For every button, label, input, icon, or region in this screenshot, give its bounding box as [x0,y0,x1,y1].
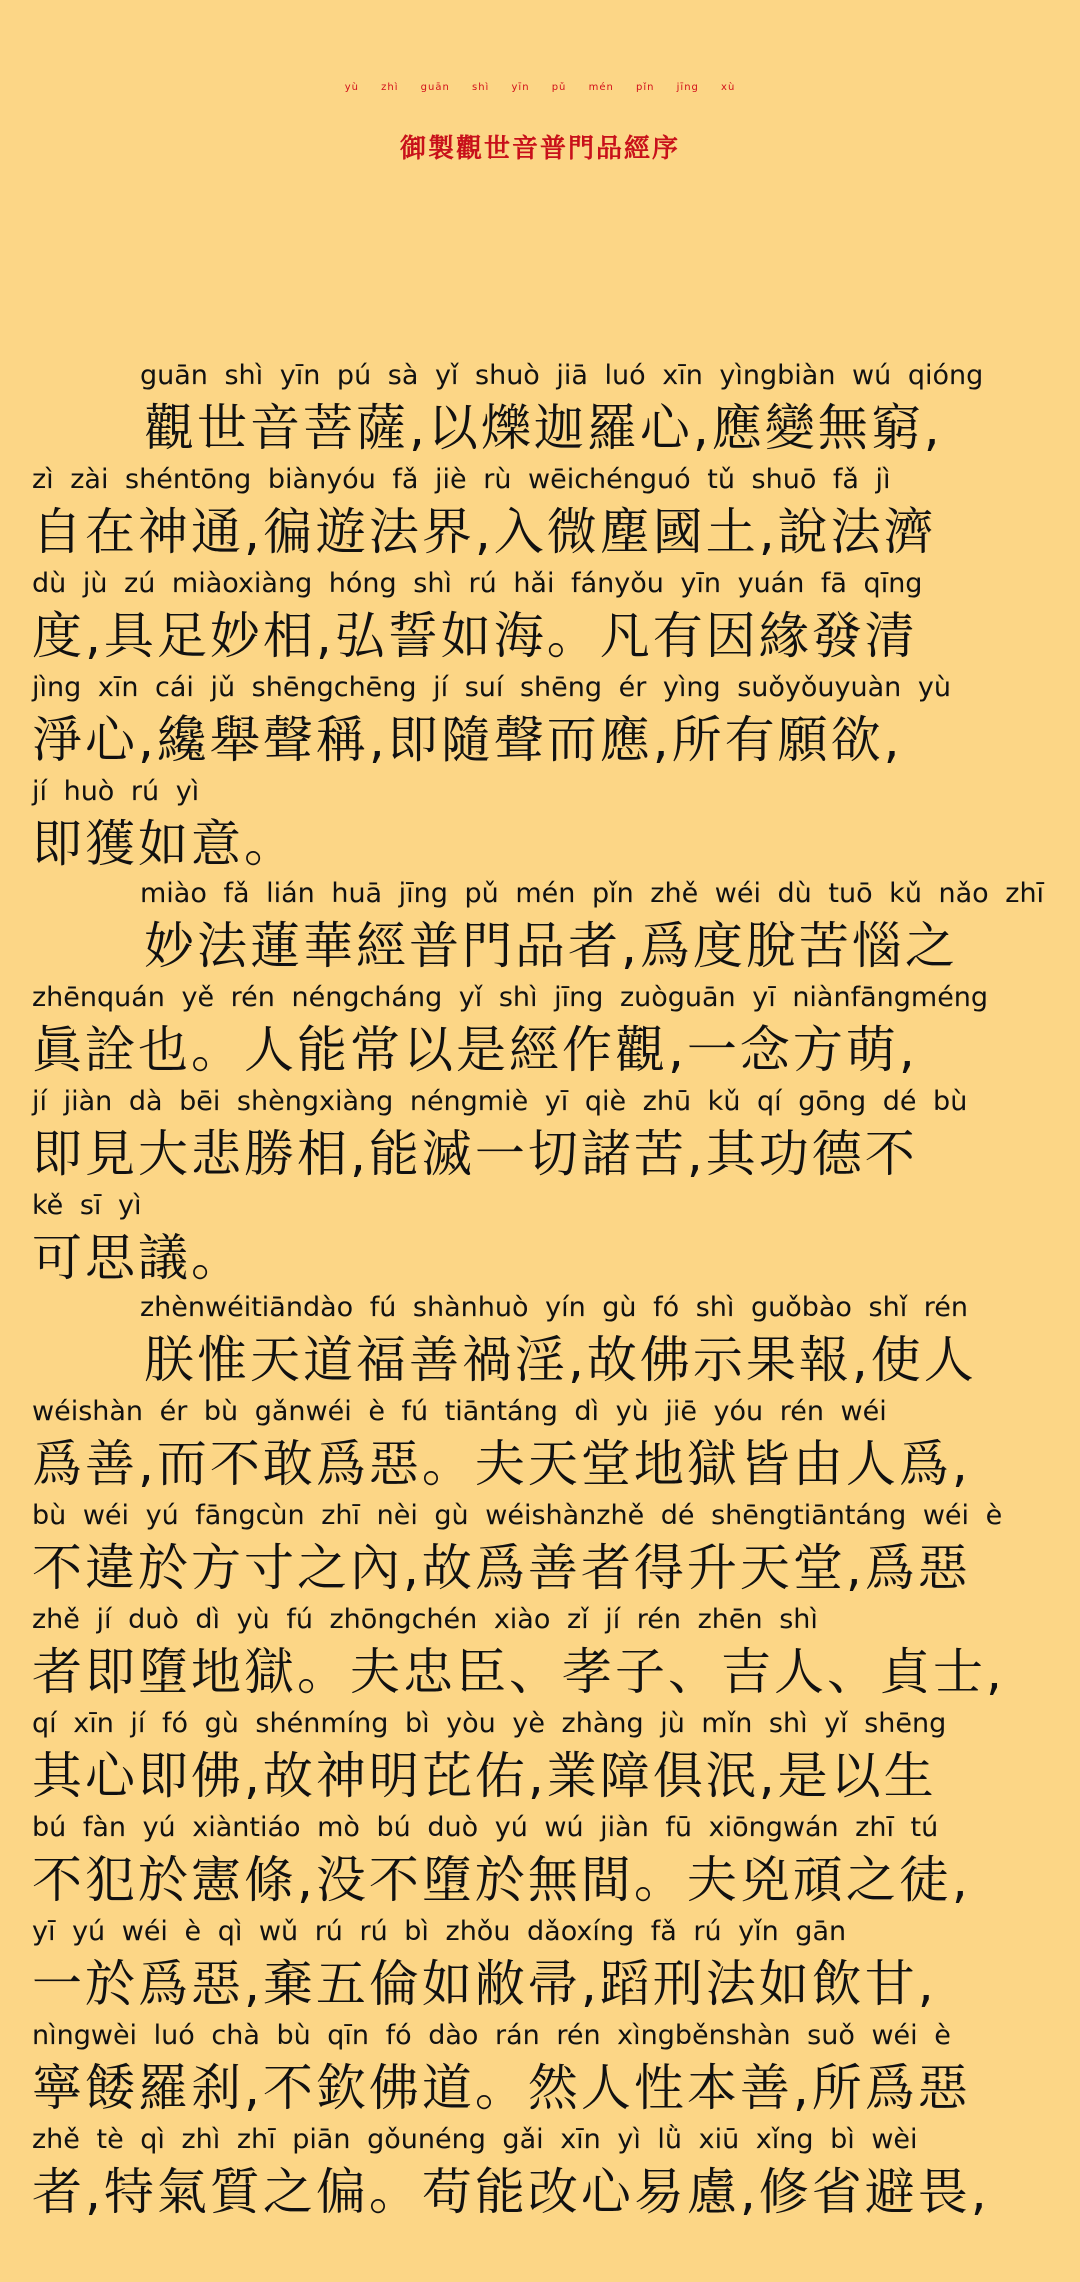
text-line [32,1704,1062,1808]
text-line [32,1288,1062,1392]
hanzi-line: 者即墮地獄。夫忠臣、孝子、吉人、貞士, [32,1643,1005,1701]
pinyin-line: miào fǎ lián huā jīng pǔ mén pǐn zhě wéi dù tuō kǔ nǎo zhī [140,878,1045,909]
pinyin-line: kě sī yì [32,1190,142,1221]
pinyin-line: jìng xīn cái jǔ shēngchēng jí suí shēng ér yìng suǒyǒuyuàn yù [32,672,951,703]
text-line [32,460,1062,564]
pinyin-line: zhēnquán yě rén néngcháng yǐ shì jīng zuòguān yī niànfāngméng [32,982,989,1013]
text-line [32,668,1062,772]
text-line [32,772,1062,876]
hanzi-line: 自在神通,徧遊法界,入微塵國土,說法濟 [32,503,937,561]
pinyin-line: wéishàn ér bù gǎnwéi è fú tiāntáng dì yù jiē yóu rén wéi [32,1396,887,1427]
hanzi-line: 妙法蓮華經普門品者,爲度脫苦惱之 [144,917,958,975]
text-line [32,978,1062,1082]
pinyin-line: guān shì yīn pú sà yǐ shuò jiā luó xīn yìngbiàn wú qióng [140,360,984,391]
pinyin-line: nìngwèi luó chà bù qīn fó dào rán rén xìngběnshàn suǒ wéi è [32,2020,951,2051]
title-pinyin: yù zhì guān shì yīn pǔ mén pǐn jīng xù [344,82,736,93]
hanzi-line: 不違於方寸之內,故爲善者得升天堂,爲惡 [32,1539,971,1597]
text-line [32,874,1062,978]
text-line [32,1082,1062,1186]
pinyin-line: bú fàn yú xiàntiáo mò bú duò yú wú jiàn fū xiōngwán zhī tú [32,1812,939,1843]
hanzi-line: 者,特氣質之偏。苟能改心易慮,修省避畏, [32,2163,990,2221]
hanzi-line: 度,具足妙相,弘誓如海。凡有因緣發清 [32,607,918,665]
hanzi-line: 淨心,纔舉聲稱,即隨聲而應,所有願欲, [32,711,903,769]
text-line [32,356,1062,460]
pinyin-line: dù jù zú miàoxiàng hóng shì rú hǎi fányǒu yīn yuán fā qīng [32,568,923,599]
pinyin-line: zhě tè qì zhì zhī piān gǒunéng gǎi xīn yì lǜ xiū xǐng bì wèi [32,2124,918,2155]
text-line [32,1600,1062,1704]
hanzi-line: 眞詮也。人能常以是經作觀,一念方萌, [32,1021,918,1079]
text-line [32,1186,1062,1290]
hanzi-line: 可思議。 [32,1229,244,1287]
pinyin-line: qí xīn jí fó gù shénmíng bì yòu yè zhàng jù mǐn shì yǐ shēng [32,1708,947,1739]
pinyin-line: zhě jí duò dì yù fú zhōngchén xiào zǐ jí rén zhēn shì [32,1604,818,1635]
pinyin-line: jí huò rú yì [32,776,200,807]
hanzi-line: 寧餧羅刹,不欽佛道。然人性本善,所爲惡 [32,2059,971,2117]
pinyin-line: bù wéi yú fāngcùn zhī nèi gù wéishànzhě dé shēngtiāntáng wéi è [32,1500,1003,1531]
hanzi-line: 不犯於憲條,没不墮於無間。夫兇頑之徒, [32,1851,971,1909]
hanzi-line: 其心即佛,故神明芘佑,業障俱泯,是以生 [32,1747,937,1805]
text-line [32,1496,1062,1600]
text-line [32,1912,1062,2016]
hanzi-line: 爲善,而不敢爲惡。夫天堂地獄皆由人爲, [32,1435,971,1493]
pinyin-line: zì zài shéntōng biànyóu fǎ jiè rù wēichénguó tǔ shuō fǎ jì [32,464,891,495]
hanzi-line: 即見大悲勝相,能滅一切諸苦,其功德不 [32,1125,918,1183]
hanzi-line: 觀世音菩薩,以爍迦羅心,應變無窮, [144,399,943,457]
hanzi-line: 一於爲惡,棄五倫如敝帚,蹈刑法如飲甘, [32,1955,937,2013]
text-line [32,564,1062,668]
text-line [32,1808,1062,1912]
pinyin-line: jí jiàn dà bēi shèngxiàng néngmiè yī qiè zhū kǔ qí gōng dé bù [32,1086,968,1117]
text-line [32,2016,1062,2120]
pinyin-line: yī yú wéi è qì wǔ rú rú bì zhǒu dǎoxíng fǎ rú yǐn gān [32,1916,847,1947]
hanzi-line: 朕惟天道福善禍淫,故佛示果報,使人 [144,1331,977,1389]
text-line [32,1392,1062,1496]
hanzi-line: 即獲如意。 [32,815,297,873]
page-title: 御製觀世音普門品經序 [399,134,680,164]
pinyin-line: zhènwéitiāndào fú shànhuò yín gù fó shì guǒbào shǐ rén [140,1292,969,1323]
text-line [32,2120,1062,2224]
